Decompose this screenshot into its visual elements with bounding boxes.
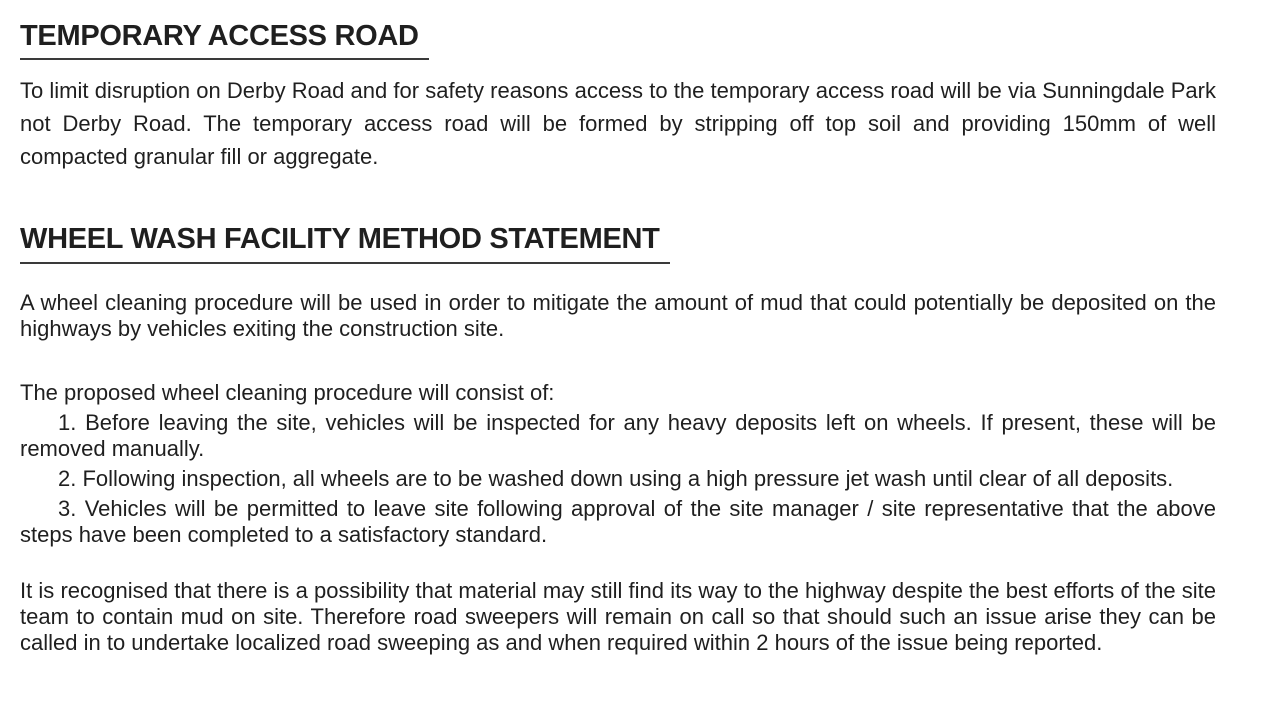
heading-wrapper <box>20 223 1216 263</box>
list-item-2: 2. Following inspection, all wheels are to be washed down using a high pressure jet wash until clear of all deposits. <box>58 465 1174 491</box>
list-item-3: 3. Vehicles will be permitted to leave site following approval of the site manager / site representative that the above steps have been completed to a satisfactory standard. <box>20 495 1216 547</box>
paragraph-wheel-cleaning-purpose: A wheel cleaning procedure will be used in order to mitigate the amount of mud that could potentially be deposited on the highways by vehicles exiting the construction site. <box>20 289 1216 341</box>
paragraph-access-road: To limit disruption on Derby Road and for safety reasons access to the temporary access road will be via Sunningdale Park not Derby Road. The temporary access road will be formed by stripping off top soil and providing 150mm of well compacted granular fill or aggregate. <box>20 78 1216 170</box>
section-temporary-access-road <box>20 20 1216 173</box>
list-item-1: 1. Before leaving the site, vehicles will be inspected for any heavy deposits left on wheels. If present, these will be removed manually. <box>20 409 1216 461</box>
section-wheel-wash-method-statement <box>20 223 1216 655</box>
paragraph-road-sweepers: It is recognised that there is a possibility that material may still find its way to the highway despite the best efforts of the site team to contain mud on site. Therefore road sweepers will remain on call so that should such an issue arise they can be called in to undertake localized road sweeping as and when required within 2 hours of the issue being reported. <box>20 577 1216 655</box>
heading-wrapper <box>20 20 1216 60</box>
list-intro: The proposed wheel cleaning procedure will consist of: <box>20 379 555 405</box>
heading-wheel-wash-facility: WHEEL WASH FACILITY METHOD STATEMENT <box>20 223 670 263</box>
heading-temporary-access-road: TEMPORARY ACCESS ROAD <box>20 20 429 60</box>
